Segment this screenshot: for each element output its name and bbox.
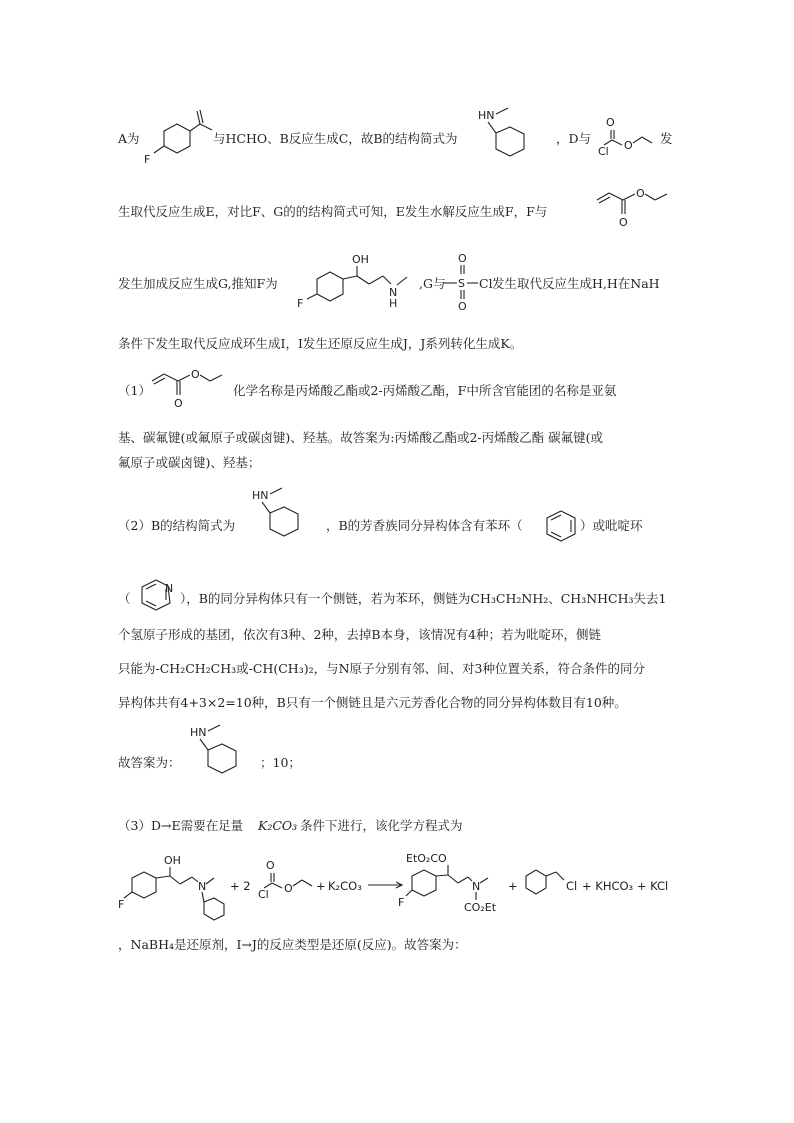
pyridine-ring-icon (138, 578, 178, 612)
q2-text-b: ，B的芳香族同分异构体含有苯环（ (326, 518, 523, 533)
pyridine-n-label: N (165, 582, 174, 595)
ester-o-label: O (636, 187, 645, 200)
p3-text-b: ,G与 (419, 276, 446, 291)
chlorine-label: Cl (258, 888, 269, 901)
q2-text-i: 故答案为： (118, 755, 181, 770)
structure-d-ethyl-chloroformate (598, 117, 660, 157)
eq-cl: Cl (566, 879, 578, 893)
nh-h-label: H (389, 297, 398, 310)
q3-text-a: （3）D→E需要在足量 (118, 818, 244, 833)
product-e (398, 850, 508, 916)
carbonyl-o-label: O (619, 216, 628, 229)
q1-text-b: 基、碳氟键(或氟原子或碳卤键)、羟基。故答案为:丙烯酸乙酯或2-丙烯酸乙酯 碳氟键(或 (118, 430, 603, 445)
q3-text-b: 条件下进行，该化学方程式为 (300, 818, 463, 833)
fluorine-label: F (398, 896, 405, 909)
carbonyl-o-label: O (266, 859, 275, 872)
benzene-ring-icon (543, 510, 579, 542)
structure-b-answer (190, 722, 262, 784)
carbonyl-o-label: O (606, 116, 615, 129)
q1-text-a: 化学名称是丙烯酸乙酯或2-丙烯酸乙酯，F中所含官能团的名称是亚氨 (233, 383, 617, 398)
q2-text-h: 异构体共有4+3×2=10种，B只有一个侧链且是六元芳香化合物的同分异构体数目有10种。 (118, 695, 627, 710)
reactant-ethyl-chloroformate (258, 860, 320, 900)
structure-ethyl-acrylate-q1 (150, 369, 230, 411)
structure-4-fluoroacetophenone (142, 105, 212, 167)
p1-text-a: A为 (118, 131, 140, 146)
amine-label: HN (478, 109, 495, 122)
q2-text-e: ），B的同分异构体只有一个侧链，若为苯环，侧链为CH₃CH₂NH₂、CH₃NHCH₃失去1 (180, 591, 667, 606)
q1-num: （1） (118, 383, 151, 398)
amine-label: HN (252, 489, 269, 502)
structure-b-n-methylbenzylamine (478, 105, 550, 167)
eq-plus-b: + (508, 879, 518, 893)
hydroxyl-label: OH (164, 854, 181, 867)
p1-text-c: ，D与 (556, 131, 592, 146)
ester-o-label: O (624, 139, 633, 152)
reactant-d (118, 852, 230, 924)
ester-o-label: O (191, 368, 200, 381)
p3-text-a: 发生加成反应生成G,推知F为 (118, 276, 278, 291)
eq-byproducts: + KHCO₃ + KCl (582, 879, 669, 893)
structure-b-q2 (252, 485, 324, 547)
eq-plus-2: + 2 (230, 879, 251, 893)
eq-k2co3: K₂CO₃ (328, 879, 362, 893)
fluorine-label: F (297, 297, 304, 310)
carbamate-n-label: N (472, 880, 481, 893)
structure-f (297, 249, 419, 311)
fluorine-label: F (118, 898, 125, 911)
q2-text-c: ）或吡啶环 (580, 518, 643, 533)
tertiary-n-label: N (198, 880, 207, 893)
q2-text-f: 个氢原子形成的基团，依次有3种、2种，去掉B本身，该情况有4种；若为吡啶环，侧链 (118, 627, 602, 642)
q3-text-c: ，NaBH₄是还原剂，I→J的反应类型是还原(反应)。故答案为： (118, 937, 467, 952)
cl-label-inline: Cl (479, 276, 493, 291)
p1-text-d: 发 (660, 131, 673, 146)
sulfonyl-o-top: O (458, 252, 467, 265)
q2-text-d: （ (118, 591, 131, 606)
p4-text: 条件下发生取代反应成环生成I，I发生还原反应生成J，J系列转化生成K。 (118, 336, 523, 351)
eq-plus: + (316, 879, 326, 893)
nh-n-label: N (389, 286, 398, 299)
q2-text-j: ；10； (260, 755, 301, 770)
p3-text-c: 发生取代反应生成H,H在NaH (492, 276, 660, 291)
hydroxyl-label: OH (352, 253, 369, 266)
reaction-arrow-icon (368, 880, 404, 890)
chlorine-label: Cl (598, 145, 609, 158)
fluorine-label: F (144, 153, 151, 166)
sulfur-label: S (458, 277, 465, 290)
q3-k2co3: K₂CO₃ (258, 818, 298, 833)
carbamate-label: CO₂Et (464, 901, 497, 914)
q2-text-g: 只能为-CH₂CH₂CH₃或-CH(CH₃)₂，与N原子分别有邻、间、对3种位置关系，符合条件的同分 (118, 661, 645, 676)
structure-ethyl-acrylate (595, 188, 675, 230)
ester-o-label: O (284, 882, 293, 895)
p1-text-b: 与HCHO、B反应生成C，故B的结构简式为 (213, 131, 458, 146)
carbonyl-o-label: O (174, 397, 183, 410)
q1-text-c: 氟原子或碳卤键)、羟基； (118, 455, 261, 470)
carbonate-label: EtO₂CO (406, 852, 447, 865)
p2-text-a: 生取代反应生成E，对比F、G的的结构简式可知，E发生水解反应生成F，F与 (118, 204, 548, 219)
q2-text-a: （2）B的结构简式为 (118, 518, 236, 533)
amine-label: HN (190, 726, 207, 739)
sulfonyl-o-bottom: O (458, 300, 467, 313)
